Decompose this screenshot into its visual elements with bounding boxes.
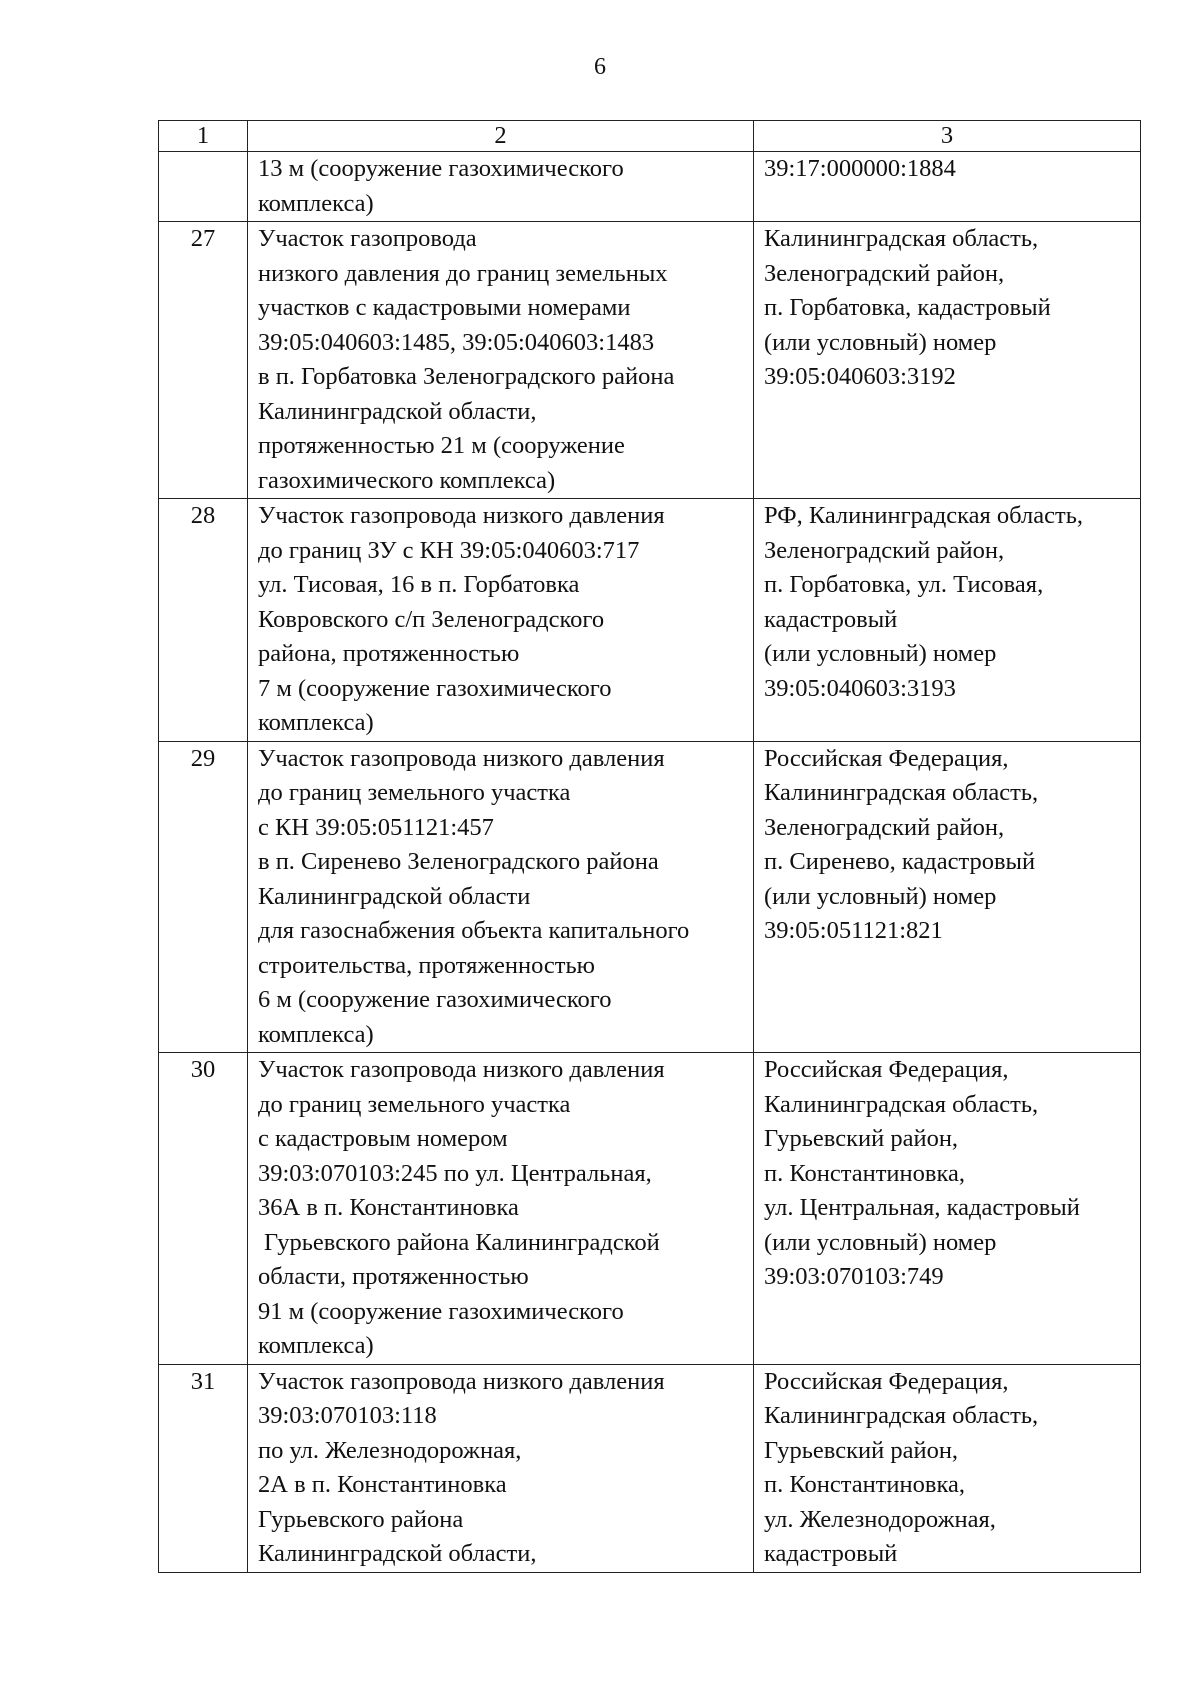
row-number bbox=[159, 152, 248, 222]
object-description-line: Калининградской области, bbox=[258, 397, 537, 425]
row-number: 29 bbox=[159, 741, 248, 1053]
object-location-line: Зеленоградский район, bbox=[764, 813, 1005, 841]
object-description-line: Участок газопровода bbox=[258, 225, 477, 252]
object-location-line: (или условный) номер bbox=[764, 1228, 997, 1256]
object-description-line: комплекса) bbox=[258, 1332, 374, 1359]
page-number: 6 bbox=[594, 54, 606, 80]
row-number: 30 bbox=[159, 1053, 248, 1365]
object-description-cell bbox=[248, 741, 754, 1053]
object-location-line: кадастровый bbox=[764, 605, 898, 633]
object-location-line: 39:05:040603:3192 bbox=[764, 363, 956, 390]
object-location-line: (или условный) номер bbox=[764, 882, 997, 910]
object-description-line: 39:05:040603:1485, 39:05:040603:1483 bbox=[258, 328, 655, 356]
object-location-line: Калининградская область, bbox=[764, 1090, 1039, 1118]
object-location-line: п. Константиновка, bbox=[764, 1159, 965, 1187]
object-location-line: 39:17:000000:1884 bbox=[764, 155, 956, 182]
object-location-cell bbox=[754, 1053, 1141, 1365]
object-location-cell bbox=[754, 222, 1141, 499]
object-location-line: п. Горбатовка, ул. Тисовая, bbox=[764, 571, 1044, 598]
object-location-line: Российская Федерация, bbox=[764, 1367, 1009, 1395]
object-description-line: комплекса) bbox=[258, 709, 374, 736]
table-row bbox=[159, 741, 1141, 1053]
object-description-line: по ул. Железнодорожная, bbox=[258, 1436, 522, 1464]
object-description-line: Калининградской области bbox=[258, 882, 531, 910]
object-location-line: Калининградская область, bbox=[764, 1402, 1039, 1429]
object-description-line: до границ земельного участка bbox=[258, 1090, 571, 1118]
object-description-cell bbox=[248, 499, 754, 742]
object-location-line: Зеленоградский район, bbox=[764, 536, 1005, 564]
object-description-line: протяженностью 21 м (сооружение bbox=[258, 432, 625, 459]
object-location-line: (или условный) номер bbox=[764, 640, 997, 667]
object-description-line: с кадастровым номером bbox=[258, 1125, 508, 1152]
objects-table bbox=[158, 120, 1141, 1573]
object-description-line: области, протяженностью bbox=[258, 1263, 529, 1290]
object-location-line: п. Сиренево, кадастровый bbox=[764, 848, 1036, 875]
object-description-line: в п. Сиренево Зеленоградского района bbox=[258, 848, 659, 875]
object-description-line: Участок газопровода низкого давления bbox=[258, 502, 665, 529]
object-location-line: Российская Федерация, bbox=[764, 1056, 1009, 1083]
object-location-cell bbox=[754, 1364, 1141, 1572]
object-description-line: низкого давления до границ земельных bbox=[258, 259, 668, 287]
table-header-row bbox=[159, 121, 1141, 152]
column-header-1: 1 bbox=[159, 121, 248, 152]
table-row bbox=[159, 222, 1141, 499]
object-description-cell bbox=[248, 1053, 754, 1365]
object-description-line: 39:03:070103:245 по ул. Центральная, bbox=[258, 1159, 652, 1187]
object-location-line: (или условный) номер bbox=[764, 328, 997, 356]
object-description-line: Калининградской области, bbox=[258, 1540, 537, 1567]
table-row bbox=[159, 1053, 1141, 1365]
object-description-line: газохимического комплекса) bbox=[258, 466, 556, 494]
row-number: 27 bbox=[159, 222, 248, 499]
object-description-line: до границ земельного участка bbox=[258, 779, 571, 806]
object-description-line: комплекса) bbox=[258, 1020, 374, 1048]
table-row bbox=[159, 1364, 1141, 1572]
object-description-line: 39:03:070103:118 bbox=[258, 1402, 437, 1429]
column-header-3: 3 bbox=[754, 121, 1141, 152]
object-description-line: до границ ЗУ с КН 39:05:040603:717 bbox=[258, 536, 640, 564]
row-number: 31 bbox=[159, 1364, 248, 1572]
object-location-line: 39:05:040603:3193 bbox=[764, 674, 956, 702]
table-body bbox=[159, 152, 1141, 1573]
object-description-line: строительства, протяженностью bbox=[258, 951, 595, 979]
object-location-line: кадастровый bbox=[764, 1540, 898, 1567]
table-row bbox=[159, 499, 1141, 742]
object-description-cell bbox=[248, 1364, 754, 1572]
table-row bbox=[159, 152, 1141, 222]
object-description-line: ул. Тисовая, 16 в п. Горбатовка bbox=[258, 571, 580, 598]
object-location-line: Калининградская область, bbox=[764, 779, 1039, 806]
object-description-line: участков с кадастровыми номерами bbox=[258, 294, 631, 321]
object-location-cell bbox=[754, 741, 1141, 1053]
object-location-line: ул. Центральная, кадастровый bbox=[764, 1194, 1080, 1221]
object-location-line: РФ, Калининградская область, bbox=[764, 502, 1083, 529]
object-description-line: в п. Горбатовка Зеленоградского района bbox=[258, 363, 675, 390]
object-description-line: 13 м (сооружение газохимического bbox=[258, 155, 624, 182]
object-location-line: Российская Федерация, bbox=[764, 744, 1009, 772]
object-location-line: п. Константиновка, bbox=[764, 1471, 965, 1498]
object-location-line: Зеленоградский район, bbox=[764, 259, 1005, 287]
object-description-line: Участок газопровода низкого давления bbox=[258, 744, 665, 772]
object-description-line: 91 м (сооружение газохимического bbox=[258, 1297, 624, 1325]
object-description-line: Участок газопровода низкого давления bbox=[258, 1056, 665, 1083]
object-location-line: Гурьевский район, bbox=[764, 1436, 959, 1464]
object-description-line: 6 м (сооружение газохимического bbox=[258, 986, 612, 1013]
object-location-line: 39:03:070103:749 bbox=[764, 1263, 944, 1290]
object-description-line: Участок газопровода низкого давления bbox=[258, 1367, 665, 1395]
object-location-line: 39:05:051121:821 bbox=[764, 917, 943, 944]
object-description-line: Ковровского с/п Зеленоградского bbox=[258, 605, 605, 633]
object-description-line: 36А в п. Константиновка bbox=[258, 1194, 519, 1221]
object-location-cell bbox=[754, 499, 1141, 742]
object-description-line: района, протяженностью bbox=[258, 640, 520, 667]
object-description-cell bbox=[248, 152, 754, 222]
object-description-line: комплекса) bbox=[258, 189, 374, 217]
object-description-cell bbox=[248, 222, 754, 499]
object-description-line: Гурьевского района bbox=[258, 1505, 464, 1533]
column-header-2: 2 bbox=[248, 121, 754, 152]
object-description-line: Гурьевского района Калининградской bbox=[264, 1228, 660, 1256]
object-description-line: для газоснабжения объекта капитального bbox=[258, 917, 690, 944]
object-description-line: 2А в п. Константиновка bbox=[258, 1471, 507, 1498]
object-location-line: Калининградская область, bbox=[764, 225, 1039, 252]
object-description-line: с КН 39:05:051121:457 bbox=[258, 813, 494, 841]
object-location-line: Гурьевский район, bbox=[764, 1125, 959, 1152]
row-number: 28 bbox=[159, 499, 248, 742]
object-location-cell bbox=[754, 152, 1141, 222]
object-location-line: п. Горбатовка, кадастровый bbox=[764, 294, 1051, 321]
object-description-line: 7 м (сооружение газохимического bbox=[258, 674, 612, 702]
object-location-line: ул. Железнодорожная, bbox=[764, 1505, 996, 1533]
